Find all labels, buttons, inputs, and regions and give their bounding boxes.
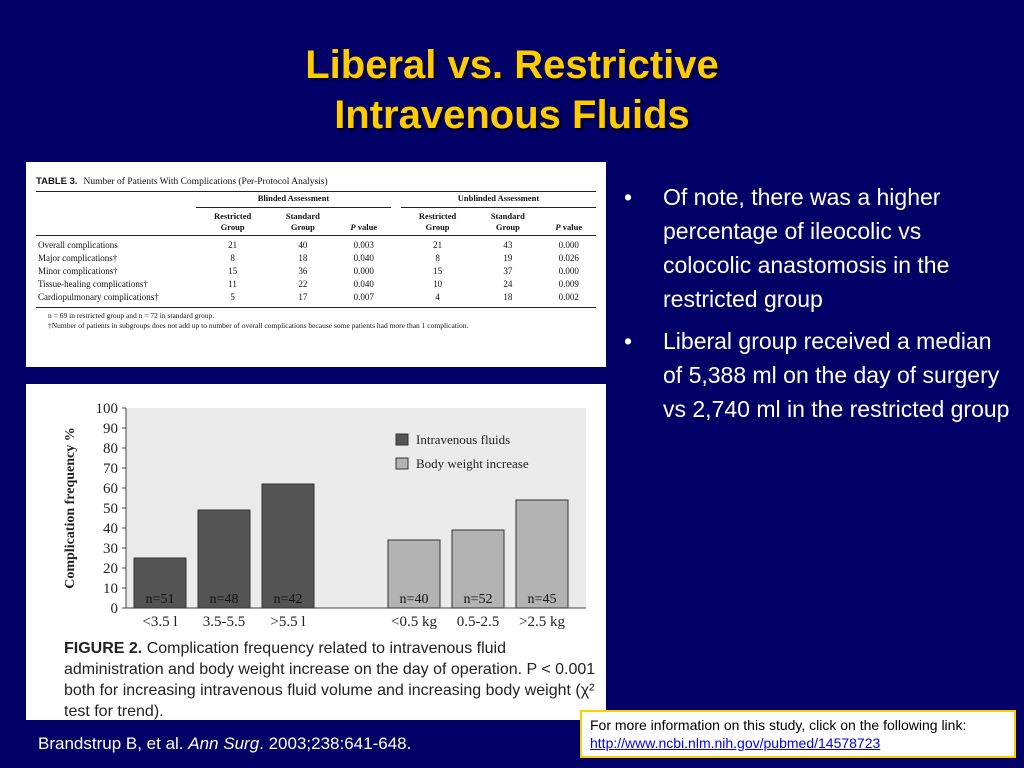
y-axis-label: Complication frequency % (63, 427, 78, 589)
unblinded-assessment-header: Unblinded Assessment (401, 192, 596, 208)
slide-title-line-2: Intravenous Fluids (334, 93, 690, 137)
bullet-list (622, 180, 1012, 434)
y-tick-label: 60 (103, 481, 118, 497)
y-tick-label: 0 (110, 601, 118, 617)
complications-table (36, 191, 596, 308)
x-tick-label: >2.5 kg (519, 614, 565, 630)
citation (38, 734, 411, 754)
citation-journal: Ann Surg (188, 734, 260, 753)
y-tick-label: 40 (103, 521, 118, 537)
bar-n-label: n=48 (209, 592, 239, 607)
y-tick-label: 80 (103, 441, 118, 457)
table-caption (36, 176, 596, 187)
complications-table-panel (26, 162, 606, 367)
pubmed-link[interactable]: http://www.ncbi.nlm.nih.gov/pubmed/14578723 (590, 735, 881, 751)
table-row: Cardiopulmonary complications† 5 17 0.007 4 18 0.002 (36, 291, 596, 308)
col-header-p-value: P value (350, 222, 378, 232)
complication-frequency-figure (26, 384, 606, 720)
figure-caption-text: Complication frequency related to intravenous fluid administration and body weight increase on the day of operation. P < 0.001 both for increasing intravenous fluid volume and increasing body weight (χ² test for trend). (64, 640, 596, 720)
legend-label: Intravenous fluids (416, 432, 511, 447)
more-info-box (580, 710, 1016, 758)
col-header-restricted: Restricted Group (213, 211, 252, 232)
col-header-standard: Standard Group (490, 211, 525, 232)
table-footnote-2: †Number of patients in subgroups does not add up to number of overall complications because some patients had more than 1 complication. (48, 321, 469, 330)
bar-n-label: n=45 (527, 592, 557, 607)
y-tick-label: 100 (95, 401, 118, 417)
y-tick-label: 10 (103, 581, 118, 597)
legend-swatch (396, 434, 408, 445)
bar-n-label: n=40 (399, 592, 429, 607)
y-tick-label: 30 (103, 541, 118, 557)
y-tick-label: 70 (103, 461, 118, 477)
table-row: Major complications† 8 18 0.040 8 19 0.026 (38, 253, 579, 263)
x-tick-label: <3.5 l (142, 614, 178, 630)
table-footnote (36, 311, 596, 331)
bullet-text: Of note, there was a higher percentage of ileocolic vs colocolic anastomosis in the restricted group (663, 184, 950, 312)
bullet-marker: • (624, 184, 633, 210)
x-tick-label: 0.5-2.5 (456, 614, 500, 630)
table-label: TABLE 3. (36, 176, 78, 187)
y-tick-label: 20 (103, 561, 118, 577)
col-header-restricted: Restricted Group (418, 211, 457, 232)
legend-swatch (396, 458, 408, 469)
x-tick-label: >5.5 l (270, 614, 306, 630)
col-header-standard: Standard Group (285, 211, 320, 232)
slide-title (0, 40, 1024, 140)
table-row: Tissue-healing complications† 11 22 0.040 10 24 0.009 (38, 279, 579, 289)
citation-authors: Brandstrup B, et al. (38, 734, 184, 753)
figure-caption-label: FIGURE 2. (64, 640, 143, 657)
bar-n-label: n=51 (145, 592, 175, 607)
x-tick-label: 3.5-5.5 (202, 614, 246, 630)
table-caption-text: Number of Patients With Complications (Per-Protocol Analysis) (83, 177, 328, 187)
slide-title-line-1: Liberal vs. Restrictive (305, 43, 719, 87)
y-tick-label: 50 (103, 501, 118, 517)
bullet-text: Liberal group received a median of 5,388 ml on the day of surgery vs 2,740 ml in the restricted group (663, 328, 1010, 422)
bar-n-label: n=42 (273, 592, 303, 607)
bar-n-label: n=52 (463, 592, 493, 607)
complication-frequency-chart (26, 384, 606, 634)
x-tick-label: <0.5 kg (391, 614, 437, 630)
bar (262, 484, 314, 608)
more-info-text: For more information on this study, click on the following link: (590, 717, 967, 733)
table-row: Minor complications† 15 36 0.000 15 37 0.000 (38, 266, 579, 276)
figure-caption (64, 638, 600, 720)
col-header-p-value: P value (555, 222, 583, 232)
citation-details: . 2003;238:641-648. (259, 734, 412, 753)
table-row: Overall complications 21 40 0.003 21 43 0.000 (38, 240, 579, 250)
bullet-marker: • (624, 328, 633, 354)
blinded-assessment-header: Blinded Assessment (196, 192, 391, 208)
legend-label: Body weight increase (416, 456, 529, 471)
y-tick-label: 90 (103, 421, 118, 437)
bullet-item (622, 180, 1012, 316)
table-footnote-1: n = 69 in restricted group and n = 72 in standard group. (48, 311, 215, 320)
bullet-item (622, 324, 1012, 426)
